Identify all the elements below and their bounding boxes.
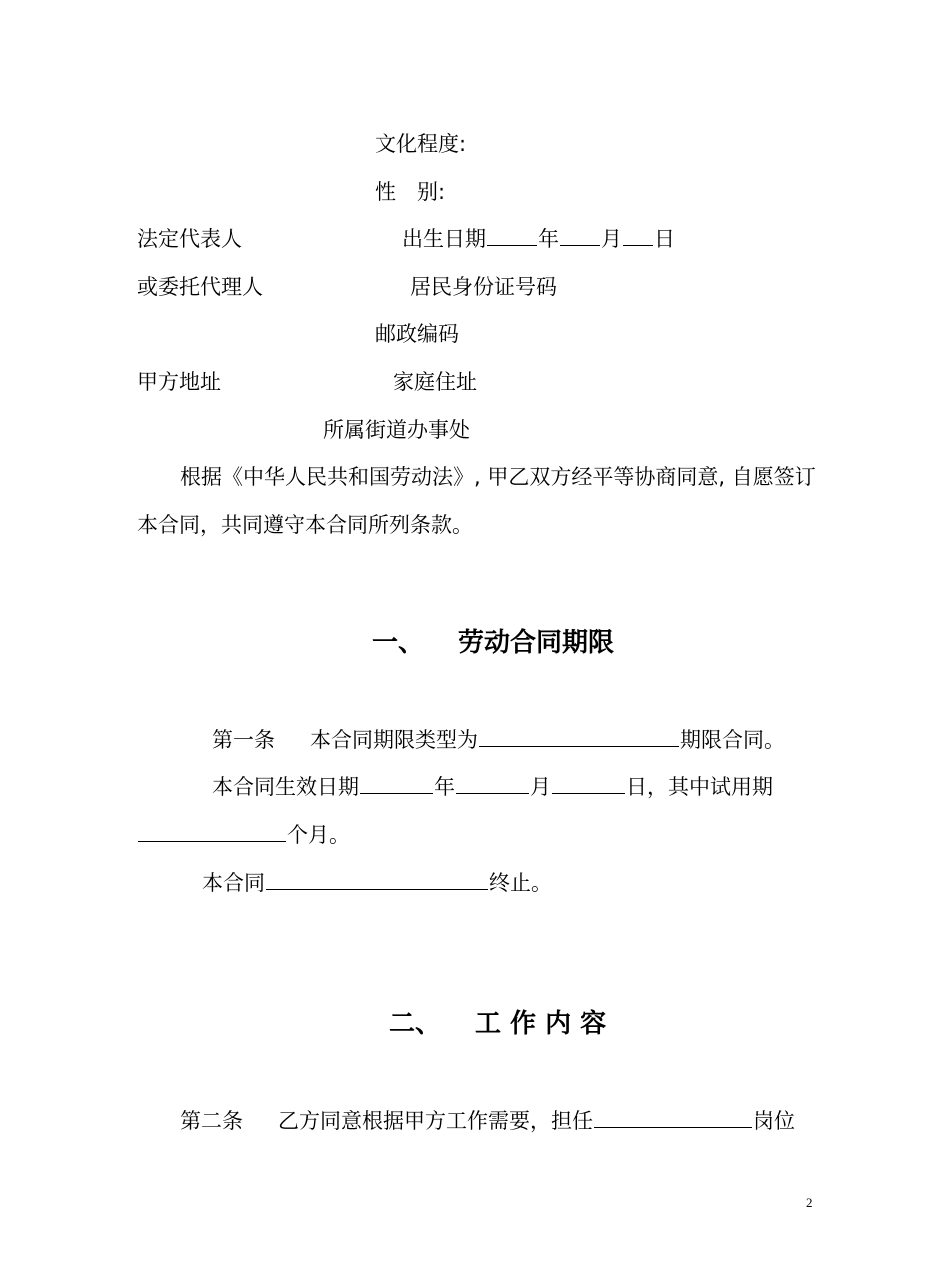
day-label: 日 bbox=[654, 227, 675, 251]
probation-months-row bbox=[137, 821, 350, 849]
page-number: 2 bbox=[806, 1195, 813, 1210]
termination-text-a: 本合同 bbox=[202, 871, 265, 895]
gender-label: 性 别: bbox=[375, 180, 446, 204]
probation-label: 日，其中试用期 bbox=[626, 775, 773, 799]
article-2-label: 第二条 bbox=[180, 1109, 243, 1133]
article-1-text-a: 本合同期限类型为 bbox=[310, 728, 478, 752]
year-label: 年 bbox=[538, 227, 559, 251]
birth-year-blank bbox=[487, 225, 537, 246]
month-label: 月 bbox=[601, 227, 622, 251]
section-1-title: 劳动合同期限 bbox=[458, 628, 615, 658]
home-address-label: 家庭住址 bbox=[393, 370, 477, 394]
probation-months-blank bbox=[138, 821, 286, 842]
termination-blank bbox=[266, 869, 488, 890]
effective-year-blank bbox=[360, 773, 433, 794]
effective-day-blank bbox=[552, 773, 625, 794]
effective-year-label: 年 bbox=[434, 775, 455, 799]
article-1-row bbox=[310, 726, 785, 754]
article-2-text-b: 岗位 bbox=[753, 1109, 795, 1133]
birth-date-row bbox=[402, 225, 675, 253]
agent-label: 或委托代理人 bbox=[137, 275, 263, 299]
article-1-label: 第一条 bbox=[212, 728, 275, 752]
section-2-title: 工 作 内 容 bbox=[475, 1009, 607, 1039]
birth-day-blank bbox=[623, 225, 653, 246]
effective-date-row bbox=[212, 773, 773, 801]
subdistrict-office-label: 所属街道办事处 bbox=[323, 418, 470, 442]
article-2-row bbox=[278, 1107, 795, 1135]
position-blank bbox=[594, 1107, 752, 1128]
id-number-label: 居民身份证号码 bbox=[410, 275, 557, 299]
postal-code-label: 邮政编码 bbox=[375, 322, 459, 346]
preamble-line-2: 本合同，共同遵守本合同所列条款。 bbox=[137, 513, 473, 537]
preamble-line-1: 根据《中华人民共和国劳动法》, 甲乙双方经平等协商同意, 自愿签订 bbox=[180, 465, 816, 489]
term-type-blank bbox=[479, 726, 679, 747]
termination-row bbox=[202, 869, 552, 897]
months-label: 个月。 bbox=[287, 823, 350, 847]
effective-date-label: 本合同生效日期 bbox=[212, 775, 359, 799]
article-1-text-b: 期限合同。 bbox=[680, 728, 785, 752]
birth-month-blank bbox=[560, 225, 600, 246]
termination-text-b: 终止。 bbox=[489, 871, 552, 895]
birth-date-label: 出生日期 bbox=[402, 227, 486, 251]
article-2-text-a: 乙方同意根据甲方工作需要，担任 bbox=[278, 1109, 593, 1133]
legal-representative-label: 法定代表人 bbox=[137, 227, 242, 251]
section-1-number: 一、 bbox=[372, 628, 425, 658]
effective-month-label: 月 bbox=[530, 775, 551, 799]
effective-month-blank bbox=[456, 773, 529, 794]
section-2-number: 二、 bbox=[389, 1009, 442, 1039]
party-a-address-label: 甲方地址 bbox=[137, 370, 221, 394]
education-label: 文化程度: bbox=[375, 132, 467, 156]
